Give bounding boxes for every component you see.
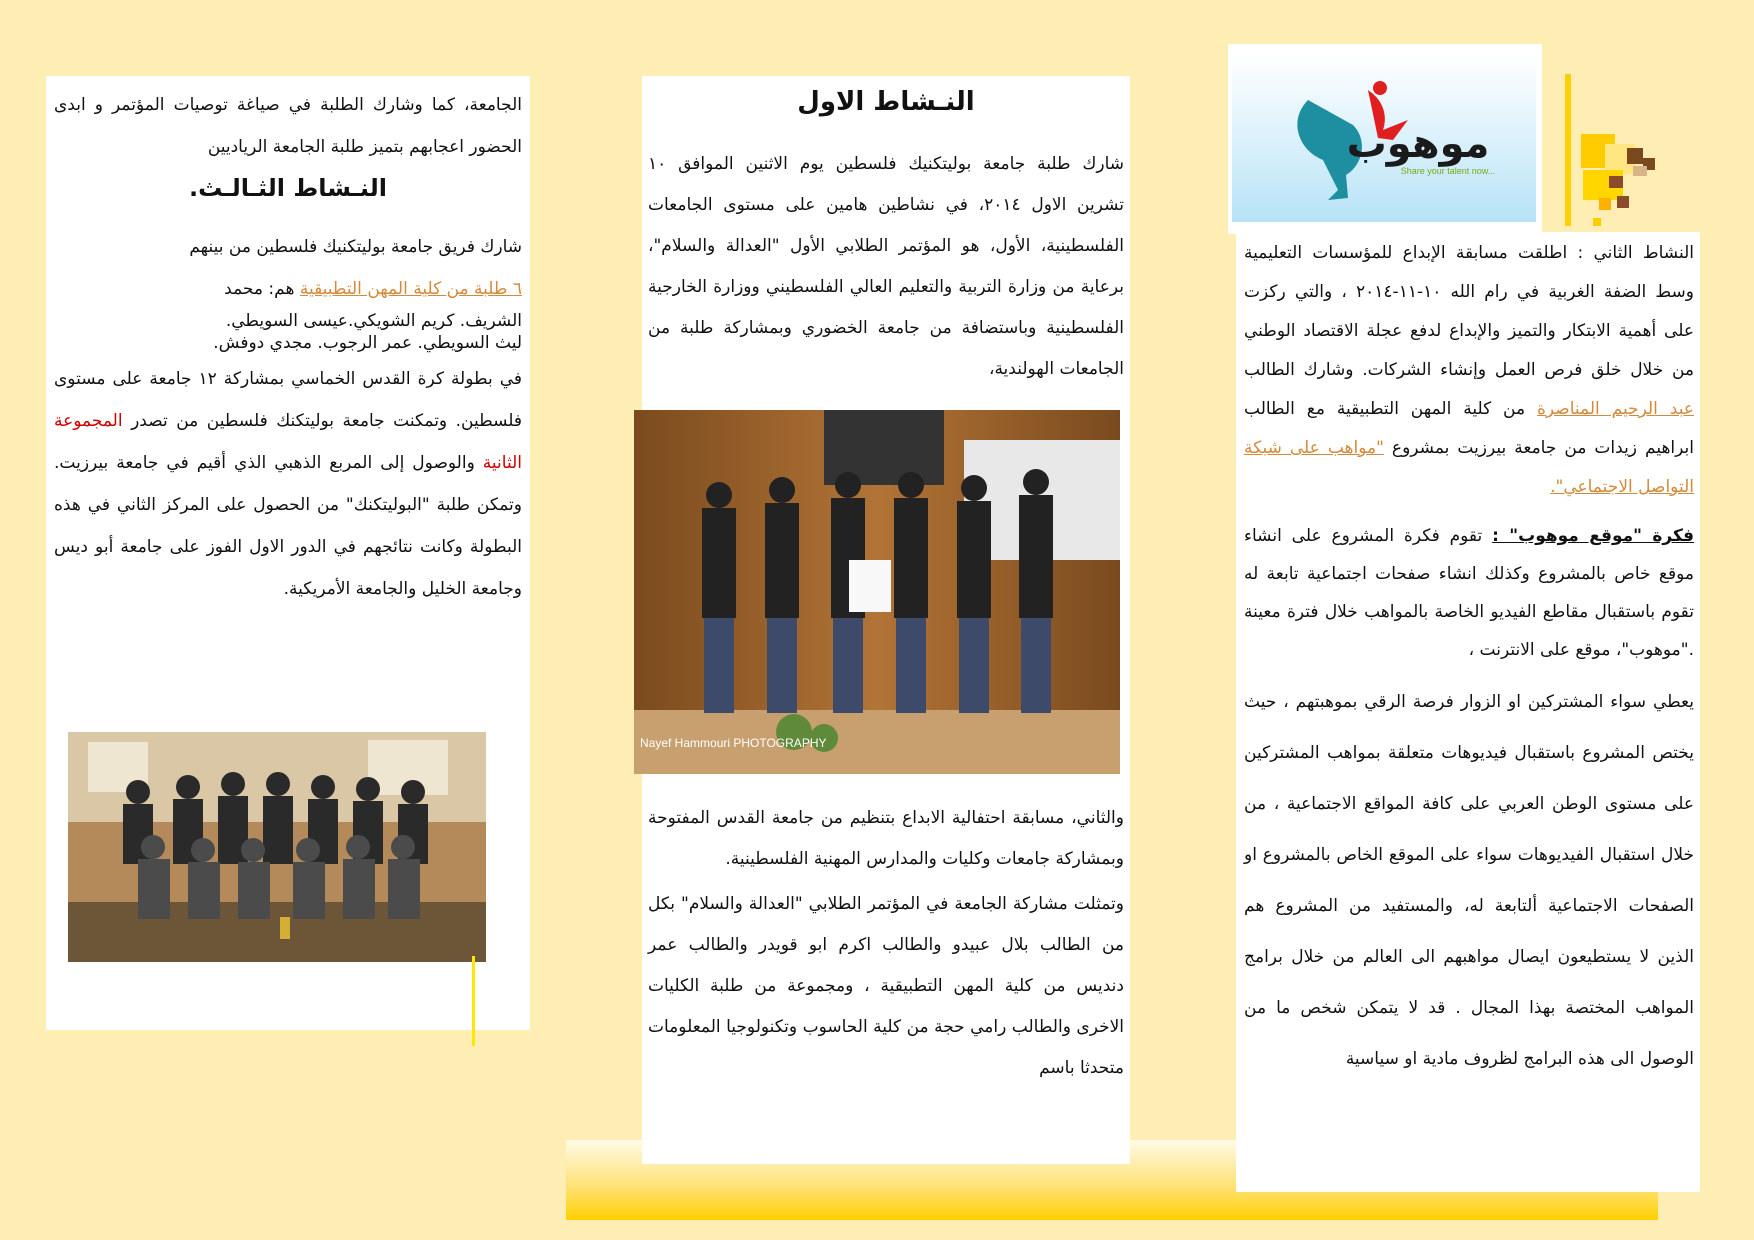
left-p1: شارك فريق جامعة بوليتكنيك فلسطين من بينهم [189,237,522,257]
logo-box [1228,44,1542,234]
right-p1-a: النشاط الثاني : اطلقت مسابقة الإبداع للمؤسسات التعليمية وسط الضفة الغربية في رام الله ١٠-١١-٢٠١٤ ، والتي ركزت على أهمية الابتكار والتميز والإبداع لدفع عجلة الاقتصاد الوطني من خلال خلق فرص العمل وإنشاء الشركات. وشارك الطالب [1244,243,1695,380]
photo-credit: Nayef Hammouri PHOTOGRAPHY [640,736,827,750]
left-p5-b: والوصول إلى المربع الذهبي الذي أقيم في جامعة بيرزيت. وتمكن طلبة "البوليتكنك" من الحصول على المركز الثاني في هذه البطولة وكانت نتائجهم في الدور الاول الفوز على جامعة أبو ديس وجامعة الخليل والجامعة الأمريكية. [54,453,522,599]
middle-para3: وتمثلت مشاركة الجامعة في المؤتمر الطلابي "العدالة والسلام" بكل من الطالب بلال عبيدو والطالب اكرم ابو قويدر والطالب عمر دنديس من كلية المهن التطبيقية ، ومجموعة من طلبة الكليات الاخرى والطالب رامي حجة من كلية الحاسوب وتكنولوجيا المعلومات متحدثا باسم [648,894,1124,1078]
left-p2-rest: هم: محمد [224,279,300,299]
right-p1 [1244,234,1694,507]
left-p5 [54,358,522,610]
yellow-line [472,956,475,1046]
decorative-pixel-graphic [1565,74,1655,234]
students-link[interactable]: ٦ طلبة من كلية المهن التطبيقية [299,279,522,299]
right-p3: يعطي سواء المشتركين او الزوار فرصة الرقي بموهبتهم ، حيث يختص المشروع باستقبال فيديوهات متعلقة بمواهب المشتركين على مستوى الوطن العربي على كافة المواقع الاجتماعية ، من خلال استقبال الفيديوهات سواء على الموقع الخاص بالمشروع او الصفحات الاجتماعية ألتابعة له، والمستفيد من المشروع هم الذين لا يستطيعون ايصال مواهبهم الى العالم من خلال برامج المواهب المختصة بهذا المجال . قد لا يتمكن شخص ما من الوصول الى هذه البرامج لظروف مادية او سياسية [1244,692,1694,1069]
right-p2-body: تقوم فكرة المشروع على انشاء موقع خاص بالمشروع وكذلك انشاء صفحات اجتماعية تابعة له تقوم باستقبال مقاطع الفيديو الخاصة بالمواهب خلال فترة معينة ."موهوب"، موقع على الانترنت ، [1244,526,1694,660]
left-text [54,84,522,610]
right-text [1244,234,1694,1085]
idea-heading: فكرة "موقع موهوب" : [1492,526,1694,546]
middle-title: النـشاط الاول [797,87,975,117]
logo-tagline: Share your talent now... [1400,166,1496,176]
right-p2 [1244,517,1694,669]
left-p5-a: في بطولة كرة القدس الخماسي بمشاركة ١٢ جامعة على مستوى فلسطين. وتمكنت جامعة بوليتكنك فلسطين من تصدر [54,369,522,431]
project-link[interactable]: "مواهب على شبكة التواصل الاجتماعي". [1244,438,1694,497]
football-team-photo [68,732,486,962]
left-p3: الشريف. كريم الشويكي.عيسى السويطي. [225,311,522,331]
student-name-link[interactable]: عبد الرحيم المناصرة [1537,399,1694,419]
logo-name: موهوب [1346,121,1490,167]
middle-para2: والثاني، مسابقة احتفالية الابداع بتنظيم من جامعة القدس المفتوحة وبمشاركة جامعات وكليات والمدارس المهنية الفلسطينية. [648,808,1124,869]
left-title: النـشاط الثـالـث. [189,174,387,202]
group-highlight: المجموعة الثانية [54,411,522,473]
middle-lower-text [648,798,1124,1089]
left-p4: ليث السويطي. عمر الرجوب. مجدي دوفش. [213,333,522,353]
left-p2 [54,268,522,310]
award-ceremony-illustration [634,410,1120,774]
right-p1-b: من كلية المهن التطبيقية مع الطالب ابراهيم زيدات من جامعة بيرزيت بمشروع [1244,399,1694,458]
award-photo [634,410,1120,774]
football-team-illustration [68,732,486,962]
middle-para1: شارك طلبة جامعة بوليتكنيك فلسطين يوم الاثنين الموافق ١٠ تشرين الاول ٢٠١٤، في نشاطين هامين على مستوى الجامعات الفلسطينية، الأول، هو المؤتمر الطلابي الأول "العدالة والسلام"، برعاية من وزارة التربية والتعليم العالي الفلسطيني ووزارة الخارجية الفلسطينية وباستضافة من جامعة الخضوري وبمشاركة طلبة من الجامعات الهولندية، [648,154,1124,379]
left-intro: الجامعة، كما وشارك الطلبة في صياغة توصيات المؤتمر و ابدى الحضور اعجابهم بتميز طلبة الجامعة الرياديين [54,95,522,157]
left-panel [46,76,530,1030]
right-panel [1236,232,1700,1192]
